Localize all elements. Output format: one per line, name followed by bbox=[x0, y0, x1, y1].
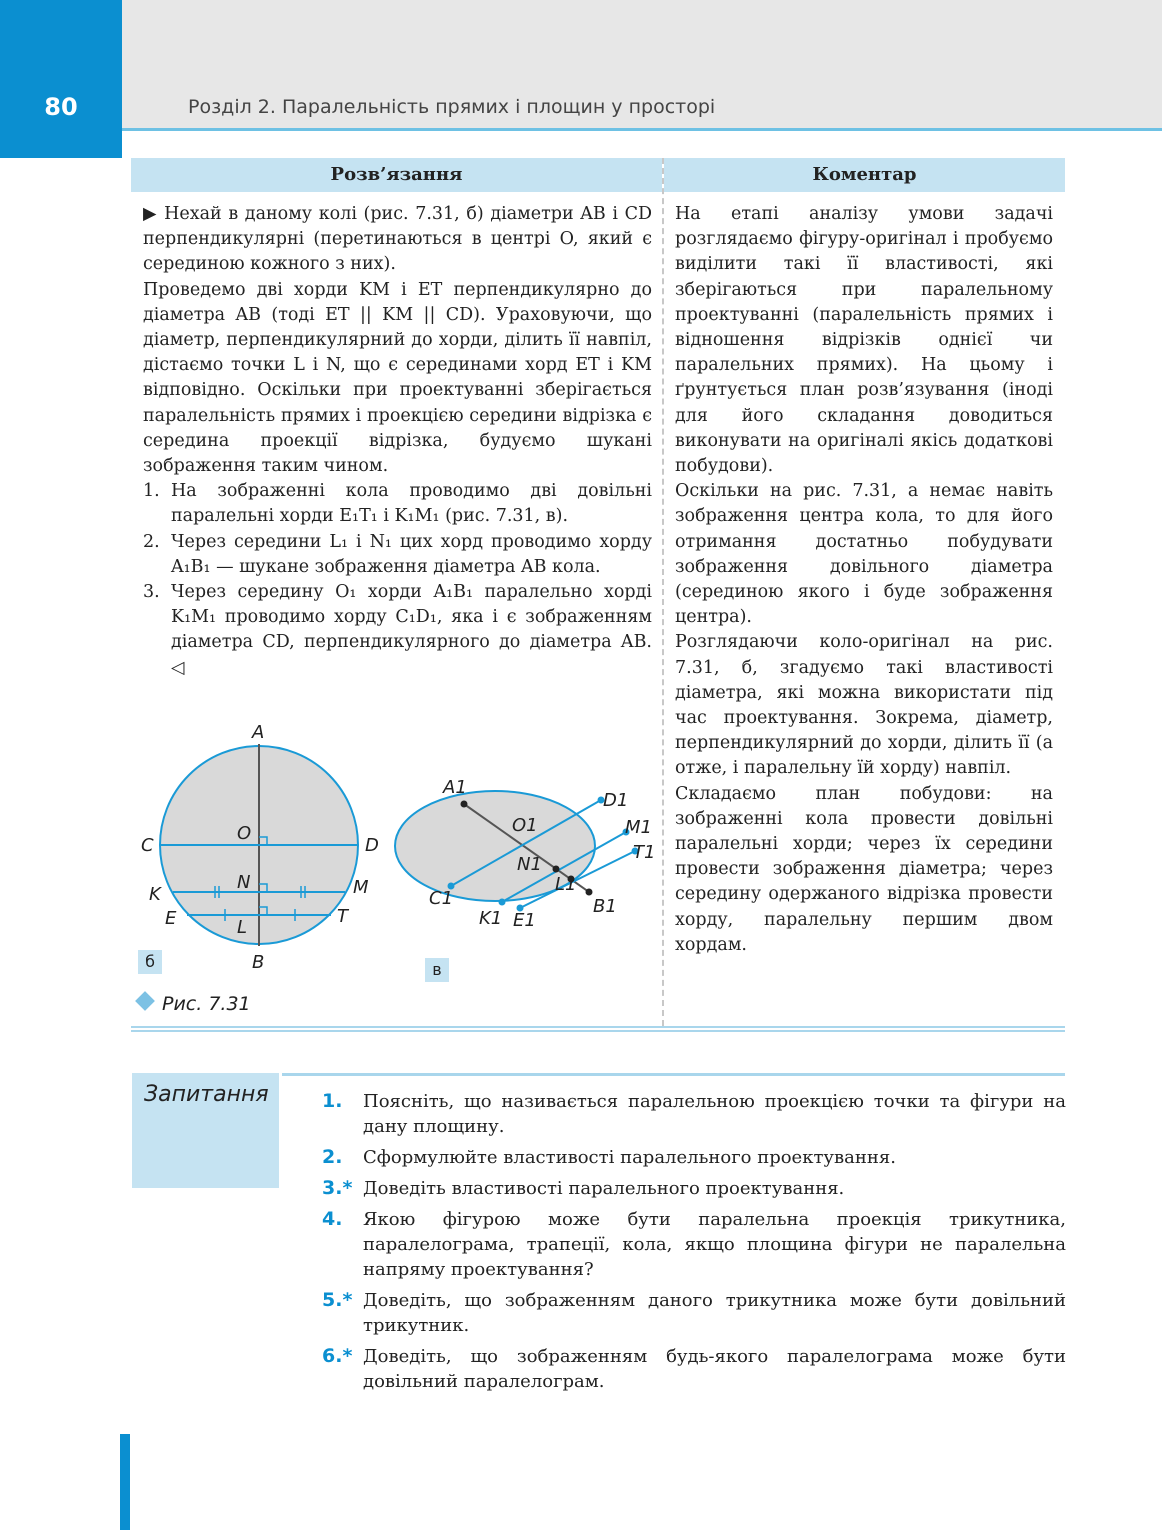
column-divider bbox=[662, 158, 664, 1026]
point-label-t: T bbox=[337, 906, 348, 927]
point-label-a1: A1 bbox=[443, 777, 467, 798]
header-rule bbox=[122, 128, 1162, 131]
figure-caption bbox=[138, 993, 251, 1015]
comment-paragraph-3: Розглядаючи коло-оригінал на рис. 7.31, б, згадуємо такі властивості діаметра, які можна використати під час проектування. Зокрема, діаметр, перпендикулярний до хорди, ділить її (а отже, і паралельну їй хорду) навпіл. bbox=[675, 632, 1053, 779]
diamond-icon bbox=[135, 991, 155, 1011]
point-label-l: L bbox=[237, 917, 248, 938]
solution-paragraph-1: ▶ Нехай в даному колі (рис. 7.31, б) діаметри AB і CD перпендикулярні (перетинаються в центрі O, який є серединою кожного з них). bbox=[143, 204, 652, 275]
figure-label-b: б bbox=[138, 950, 162, 974]
question-item bbox=[322, 1176, 1066, 1201]
bottom-accent-bar bbox=[120, 1434, 130, 1530]
question-number: 3.* bbox=[322, 1177, 353, 1199]
comment-paragraph-4: Складаємо план побудови: на зображенні кола провести довільні паралельні хорди; через їх середини провести зображення діаметра; через середину одержаного відрізка провести хорду, паралельну першим двом хордам. bbox=[675, 783, 1053, 955]
solution-step bbox=[143, 580, 652, 681]
step-text: Через середину O₁ хорди A₁B₁ паралельно хорді K₁M₁ проводимо хорду C₁D₁, яка і є зображенням діаметра CD, перпендикулярного до діаметра AB. ◁ bbox=[171, 582, 652, 678]
figure-7-31 bbox=[131, 718, 656, 990]
point-label-d: D bbox=[365, 835, 379, 856]
point-label-m1: M1 bbox=[625, 817, 652, 838]
question-item bbox=[322, 1145, 1066, 1170]
ellipse-figure bbox=[395, 777, 655, 931]
step-text: На зображенні кола проводимо дві довільні паралельні хорди E₁T₁ і K₁M₁ (рис. 7.31, в). bbox=[171, 481, 652, 527]
point-label-b1: B1 bbox=[593, 896, 617, 917]
point-label-e1: E1 bbox=[513, 910, 536, 931]
comment-paragraph-1: На етапі аналізу умови задачі розглядаємо фігуру-оригінал і пробуємо виділити такі її властивості, які зберігаються при паралельному проектуванні (паралельність прямих і відношення відрізків однієї чи паралельних прямих). На цьому і ґрунтується план розв’язування (іноді для його складання доводиться виконувати на оригіналі якісь додаткові побудови). bbox=[675, 204, 1053, 477]
question-text: Доведіть, що зображенням даного трикутника може бути довільний трикутник. bbox=[363, 1290, 1066, 1336]
question-text: Доведіть, що зображенням будь-якого паралелограма може бути довільний паралелограм. bbox=[363, 1346, 1066, 1392]
solution-paragraph-2: Проведемо дві хорди KM і ET перпендикулярно до діаметра AB (тоді ET || KM || CD). Ураховуючи, що діаметр, перпендикулярний до хорди, ділить її навпіл, дістаємо точки L і N, що є серединами хорд ET і KM відповідно. Оскільки при проектуванні зберігається паралельність прямих і проекцією середини відрізка є середина проекції відрізка, будуємо шукані зображення таким чином. bbox=[143, 279, 652, 477]
comment-paragraph-2: Оскільки на рис. 7.31, а немає навіть зображення центра кола, то для його отримання достатньо побудувати зображення довільного діаметра (серединою якого і буде зображення центра). bbox=[675, 481, 1053, 628]
step-number: 1. bbox=[143, 481, 160, 502]
chapter-title: Розділ 2. Паралельність прямих і площин у просторі bbox=[188, 96, 716, 118]
step-number: 3. bbox=[143, 582, 160, 603]
question-text: Якою фігурою може бути паралельна проекція трикутника, паралелограма, трапеції, кола, якщо площина фігури не паралельна напряму проектування? bbox=[363, 1209, 1066, 1280]
questions-rule bbox=[282, 1073, 1065, 1076]
solution-text bbox=[143, 202, 652, 681]
point-label-m: M bbox=[353, 877, 369, 898]
comment-text bbox=[675, 202, 1053, 958]
point-label-n1: N1 bbox=[517, 854, 542, 875]
page-number-tab bbox=[0, 0, 122, 158]
point-label-b: B bbox=[252, 952, 265, 973]
question-text: Доведіть властивості паралельного проектування. bbox=[363, 1178, 845, 1199]
solution-step bbox=[143, 530, 652, 580]
point-label-d1: D1 bbox=[603, 790, 629, 811]
circle-figure bbox=[141, 722, 379, 973]
question-item bbox=[322, 1207, 1066, 1282]
figure-label-v: в bbox=[425, 958, 449, 982]
point-label-l1: L1 bbox=[555, 874, 577, 895]
point-label-k: K bbox=[149, 884, 161, 905]
comment-column-header: Коментар bbox=[664, 158, 1065, 192]
point-label-c1: C1 bbox=[429, 888, 454, 909]
table-bottom-rule bbox=[131, 1026, 1065, 1032]
step-text: Через середини L₁ і N₁ цих хорд проводимо хорду A₁B₁ — шукане зображення діаметра AB кола. bbox=[171, 531, 652, 577]
point-label-n: N bbox=[237, 872, 251, 893]
point-label-e: E bbox=[165, 908, 177, 929]
solution-step bbox=[143, 479, 652, 529]
question-item bbox=[322, 1288, 1066, 1338]
point-label-o1: O1 bbox=[512, 815, 538, 836]
question-text: Сформулюйте властивості паралельного проектування. bbox=[363, 1147, 896, 1168]
solution-column-header: Розв’язання bbox=[131, 158, 662, 192]
point-label-a: A bbox=[252, 722, 265, 743]
questions-title: Запитання bbox=[144, 1082, 269, 1107]
question-number: 4. bbox=[322, 1208, 343, 1230]
question-item bbox=[322, 1089, 1066, 1139]
question-number: 6.* bbox=[322, 1345, 353, 1367]
question-number: 5.* bbox=[322, 1289, 353, 1311]
question-text: Поясніть, що називається паралельною проекцією точки та фігури на дану площину. bbox=[363, 1091, 1066, 1137]
question-number: 1. bbox=[322, 1090, 343, 1112]
question-item bbox=[322, 1344, 1066, 1394]
figure-caption-text: Рис. 7.31 bbox=[162, 993, 251, 1015]
point-label-c: C bbox=[141, 835, 154, 856]
point-label-t1: T1 bbox=[633, 842, 656, 863]
point-label-k1: K1 bbox=[479, 908, 503, 929]
questions-list bbox=[322, 1089, 1066, 1400]
point-label-o: O bbox=[237, 823, 252, 844]
question-number: 2. bbox=[322, 1146, 343, 1168]
page-number: 80 bbox=[44, 93, 78, 121]
step-number: 2. bbox=[143, 531, 160, 552]
